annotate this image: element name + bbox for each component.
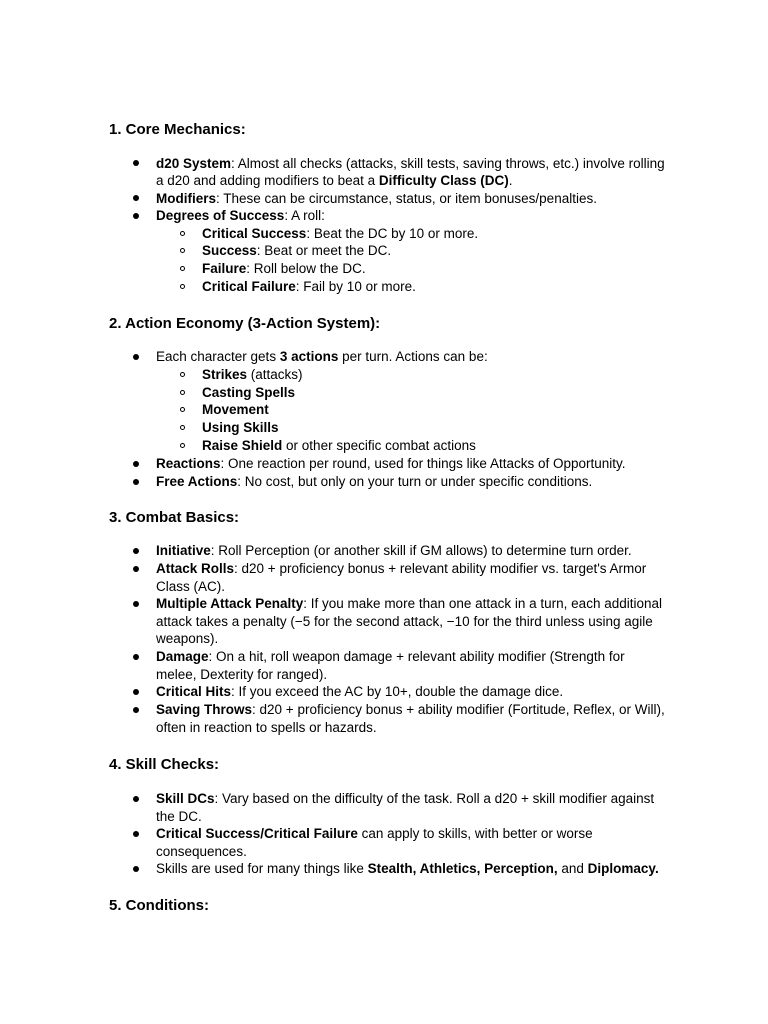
list-item: Saving Throws: d20 + proficiency bonus + ability modifier (Fortitude, Reflex, or Will), <box>156 702 665 717</box>
bullet-icon <box>133 707 139 713</box>
bullet-icon <box>133 601 139 607</box>
list-item: Skills are used for many things like Stealth, Athletics, Perception, and Diplomacy. <box>156 861 659 876</box>
section-heading: 1. Core Mechanics: <box>109 121 246 138</box>
list-item: Attack Rolls: d20 + proficiency bonus + relevant ability modifier vs. target's Armor <box>156 561 647 576</box>
sub-bullet-icon <box>180 248 185 253</box>
list-item: Reactions: One reaction per round, used for things like Attacks of Opportunity. <box>156 456 626 471</box>
list-item-continuation: a d20 and adding modifiers to beat a Difficulty Class (DC). <box>156 173 513 188</box>
sub-list-item: Using Skills <box>202 420 279 435</box>
list-item: Modifiers: These can be circumstance, status, or item bonuses/penalties. <box>156 191 597 206</box>
list-item: Damage: On a hit, roll weapon damage + relevant ability modifier (Strength for <box>156 649 625 664</box>
bullet-icon <box>133 866 139 872</box>
sub-bullet-icon <box>180 231 185 236</box>
list-item-continuation: melee, Dexterity for ranged). <box>156 667 328 682</box>
list-item: Skill DCs: Vary based on the difficulty of the task. Roll a d20 + skill modifier against <box>156 791 655 806</box>
sub-list-item: Success: Beat or meet the DC. <box>202 243 392 258</box>
section-heading: 3. Combat Basics: <box>109 509 240 526</box>
sub-list-item: Casting Spells <box>202 385 296 400</box>
list-item-continuation: often in reaction to spells or hazards. <box>156 720 377 735</box>
bullet-icon <box>133 831 139 837</box>
bullet-icon <box>133 160 139 166</box>
sub-bullet-icon <box>180 425 185 430</box>
sub-list-item: Raise Shield or other specific combat actions <box>202 438 476 453</box>
section-heading: 4. Skill Checks: <box>109 756 220 773</box>
section-heading: 5. Conditions: <box>109 897 209 914</box>
list-item: Degrees of Success: A roll: <box>156 208 325 223</box>
sub-list-item: Movement <box>202 402 269 417</box>
list-item: d20 System: Almost all checks (attacks, skill tests, saving throws, etc.) involve rolling <box>156 156 665 171</box>
list-item: Each character gets 3 actions per turn. Actions can be: <box>156 349 488 364</box>
bullet-icon <box>133 566 139 572</box>
bullet-icon <box>133 213 139 219</box>
list-item-continuation: Class (AC). <box>156 579 226 594</box>
sub-bullet-icon <box>180 390 185 395</box>
section-heading: 2. Action Economy (3-Action System): <box>109 315 381 332</box>
list-item-continuation: weapons). <box>156 631 219 646</box>
sub-bullet-icon <box>180 266 185 271</box>
bullet-icon <box>133 461 139 467</box>
bullet-icon <box>133 654 139 660</box>
sub-list-item: Critical Failure: Fail by 10 or more. <box>202 279 416 294</box>
sub-bullet-icon <box>180 407 185 412</box>
sub-list-item: Critical Success: Beat the DC by 10 or more. <box>202 226 479 241</box>
sub-list-item: Strikes (attacks) <box>202 367 303 382</box>
bullet-icon <box>133 195 139 201</box>
list-item-continuation: the DC. <box>156 809 202 824</box>
sub-bullet-icon <box>180 372 185 377</box>
sub-list-item: Failure: Roll below the DC. <box>202 261 366 276</box>
list-item: Initiative: Roll Perception (or another skill if GM allows) to determine turn order. <box>156 543 632 558</box>
list-item: Multiple Attack Penalty: If you make more than one attack in a turn, each additional <box>156 596 662 611</box>
bullet-icon <box>133 548 139 554</box>
sub-bullet-icon <box>180 284 185 289</box>
list-item: Free Actions: No cost, but only on your turn or under specific conditions. <box>156 474 593 489</box>
list-item: Critical Hits: If you exceed the AC by 10+, double the damage dice. <box>156 684 564 699</box>
list-item: Critical Success/Critical Failure can apply to skills, with better or worse <box>156 826 593 841</box>
bullet-icon <box>133 796 139 802</box>
sub-bullet-icon <box>180 443 185 448</box>
bullet-icon <box>133 354 139 360</box>
list-item-continuation: attack takes a penalty (−5 for the second attack, −10 for the third unless using agile <box>156 614 653 629</box>
bullet-icon <box>133 689 139 695</box>
list-item-continuation: consequences. <box>156 844 247 859</box>
bullet-icon <box>133 479 139 485</box>
